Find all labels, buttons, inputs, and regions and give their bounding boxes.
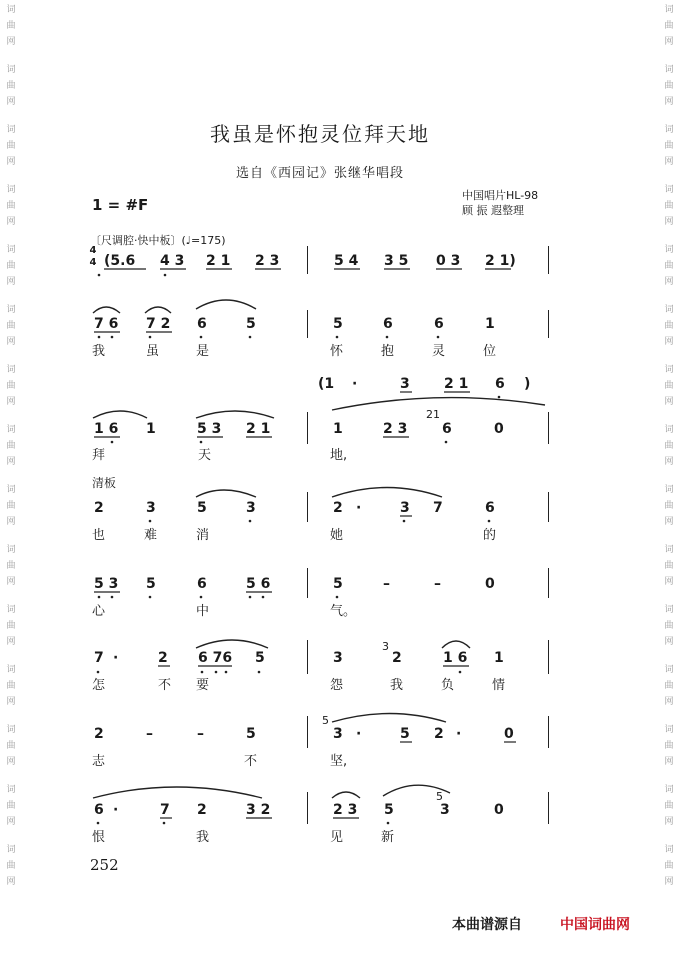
octave-dot: [225, 671, 228, 674]
octave-dot: [200, 596, 203, 599]
watermark-text: 词 曲 网: [6, 305, 16, 347]
watermark-text: 词 曲 网: [664, 65, 674, 107]
note: ·: [352, 376, 358, 392]
octave-dot: [215, 671, 218, 674]
note: 5 3: [94, 576, 119, 592]
note: 2 1: [246, 421, 271, 437]
octave-dot: [498, 396, 501, 399]
octave-dot: [201, 671, 204, 674]
octave-dot: [111, 336, 114, 339]
lyric: 怎: [92, 678, 106, 693]
watermark-text: 词 曲 网: [6, 125, 16, 167]
slur: [93, 307, 120, 313]
lyric: 坚,: [330, 754, 348, 769]
lyric: 是: [196, 344, 210, 359]
note: 7 6: [94, 316, 119, 332]
grace-note: 21: [426, 408, 440, 421]
note: 1 6: [94, 421, 119, 437]
note: 3: [333, 726, 343, 742]
note: 6: [434, 316, 444, 332]
note: 5: [146, 576, 156, 592]
note: ·: [356, 726, 362, 742]
footer-site-link[interactable]: 中国词曲网: [560, 917, 630, 933]
note: 5: [246, 726, 256, 742]
octave-dot: [149, 520, 152, 523]
watermark-text: 词 曲 网: [664, 125, 674, 167]
note: –: [383, 576, 390, 592]
lyric: 我: [390, 678, 404, 693]
note: 6: [485, 500, 495, 516]
lyric: 的: [483, 528, 497, 543]
note: 5: [400, 726, 410, 742]
record-number: 中国唱片HL-98: [462, 189, 539, 202]
barline: [548, 640, 549, 674]
octave-dot: [164, 274, 167, 277]
watermark-text: 词 曲 网: [664, 245, 674, 287]
octave-dot: [336, 596, 339, 599]
note: (1: [318, 376, 335, 392]
note: ): [524, 376, 531, 392]
note: ·: [113, 802, 119, 818]
lyric: 心: [92, 604, 106, 619]
lyric: 新: [381, 830, 395, 845]
lyric: 不: [244, 754, 258, 769]
note: 5 3: [197, 421, 222, 437]
grace-note: 5: [436, 790, 443, 803]
lyric: 虽: [146, 344, 160, 359]
lyric: 也: [92, 528, 106, 543]
note: –: [197, 726, 204, 742]
watermark-text: 词 曲 网: [6, 785, 16, 827]
lyric: 天: [198, 448, 212, 463]
note: 2 1: [444, 376, 469, 392]
note: 2: [434, 726, 444, 742]
octave-dot: [163, 822, 166, 825]
note: 4 3: [160, 253, 185, 269]
watermark-text: 词 曲 网: [6, 365, 16, 407]
slur: [196, 640, 268, 648]
lyric: 恨: [92, 830, 106, 845]
note: 5 6: [246, 576, 271, 592]
lyric: 情: [492, 678, 506, 693]
barline: [307, 640, 308, 674]
note: 1 6: [443, 650, 468, 666]
watermark-text: 词 曲 网: [6, 605, 16, 647]
octave-dot: [258, 671, 261, 674]
octave-dot: [386, 336, 389, 339]
barline: [548, 246, 549, 274]
barline: [548, 412, 549, 444]
lyric: 难: [144, 528, 158, 543]
watermark-text: 词 曲 网: [664, 485, 674, 527]
octave-dot: [249, 596, 252, 599]
arranger: 顾 振 遐整理: [462, 204, 524, 217]
note: 3 2: [246, 802, 271, 818]
note: 3: [400, 500, 410, 516]
watermark-text: 词 曲 网: [6, 65, 16, 107]
note: 2: [333, 500, 343, 516]
page-number: 252: [90, 856, 119, 874]
note: 5: [197, 500, 207, 516]
note: 2 1: [206, 253, 231, 269]
note: 2 3: [333, 802, 358, 818]
lyric: 我: [196, 830, 210, 845]
watermark-text: 词 曲 网: [6, 5, 16, 47]
note: 6: [383, 316, 393, 332]
note: 2: [94, 726, 104, 742]
note: 3 5: [384, 253, 409, 269]
lyric: 中: [196, 604, 210, 619]
watermark-text: 词 曲 网: [664, 665, 674, 707]
section-label: 清板: [92, 476, 117, 490]
note: ·: [113, 650, 119, 666]
lyric: 不: [158, 678, 172, 693]
barline: [307, 792, 308, 824]
slur: [442, 641, 470, 648]
octave-dot: [111, 441, 114, 444]
note: –: [146, 726, 153, 742]
slur: [196, 490, 256, 497]
octave-dot: [200, 441, 203, 444]
barline: [307, 246, 308, 274]
key-signature: 1 = #F: [92, 196, 149, 214]
lyric: 地,: [330, 448, 348, 463]
note: 6: [94, 802, 104, 818]
watermark-text: 词 曲 网: [664, 605, 674, 647]
note: 2: [158, 650, 168, 666]
lyric: 抱: [381, 344, 395, 359]
octave-dot: [403, 520, 406, 523]
note: 2: [392, 650, 402, 666]
octave-dot: [98, 274, 101, 277]
octave-dot: [149, 596, 152, 599]
note: 6: [197, 576, 207, 592]
note: 1: [485, 316, 495, 332]
note: 2 3: [383, 421, 408, 437]
watermark-text: 词 曲 网: [6, 725, 16, 767]
note: 6: [495, 376, 505, 392]
lyric: 我: [92, 344, 106, 359]
barline: [307, 568, 308, 598]
barline: [307, 310, 308, 338]
octave-dot: [98, 596, 101, 599]
octave-dot: [262, 596, 265, 599]
watermark-right: [662, 0, 676, 960]
octave-dot: [445, 441, 448, 444]
watermark-text: 词 曲 网: [664, 185, 674, 227]
watermark-text: 词 曲 网: [664, 545, 674, 587]
note: 2 3: [255, 253, 280, 269]
watermark-text: 词 曲 网: [664, 305, 674, 347]
octave-dot: [488, 520, 491, 523]
note: 5: [384, 802, 394, 818]
source-info: [462, 188, 538, 218]
octave-dot: [459, 671, 462, 674]
octave-dot: [98, 336, 101, 339]
note: 3: [246, 500, 256, 516]
slur: [93, 787, 262, 798]
grace-note: 5: [322, 714, 329, 727]
lyric: 拜: [92, 448, 106, 463]
note: 0: [504, 726, 514, 742]
barline: [307, 716, 308, 748]
note: 3: [146, 500, 156, 516]
note: 7 2: [146, 316, 171, 332]
octave-dot: [97, 822, 100, 825]
slur: [332, 488, 442, 498]
note: –: [434, 576, 441, 592]
note: 5 4: [334, 253, 359, 269]
barline: [548, 792, 549, 824]
note: 2 1): [485, 253, 516, 269]
barline: [548, 716, 549, 748]
octave-dot: [97, 671, 100, 674]
barline: [548, 568, 549, 598]
lyric: 她: [330, 528, 344, 543]
page-title: 我虽是怀抱灵位拜天地: [210, 122, 430, 146]
watermark-text: 词 曲 网: [6, 425, 16, 467]
octave-dot: [249, 336, 252, 339]
watermark-text: 词 曲 网: [664, 5, 674, 47]
watermark-text: 词 曲 网: [664, 785, 674, 827]
octave-dot: [149, 336, 152, 339]
note: 6: [197, 316, 207, 332]
lyric: 位: [483, 344, 497, 359]
note: 0: [494, 421, 504, 437]
note: 7: [94, 650, 104, 666]
note: 7: [160, 802, 170, 818]
ts-top: 4: [89, 245, 97, 256]
octave-dot: [387, 822, 390, 825]
lyric: 要: [196, 678, 210, 693]
note: 5: [246, 316, 256, 332]
note: 6 76: [198, 650, 233, 666]
watermark-text: 词 曲 网: [664, 845, 674, 887]
note: 2: [197, 802, 207, 818]
note: 5: [333, 576, 343, 592]
watermark-text: 词 曲 网: [664, 365, 674, 407]
note: 2: [94, 500, 104, 516]
slur: [196, 411, 274, 418]
note: 1: [333, 421, 343, 437]
octave-dot: [111, 596, 114, 599]
note: (5.6: [104, 253, 136, 269]
slur: [332, 792, 360, 798]
note: 1: [146, 421, 156, 437]
note: 7: [433, 500, 443, 516]
note: 3: [333, 650, 343, 666]
note: 3: [440, 802, 450, 818]
note: 6: [442, 421, 452, 437]
lyric: 气。: [330, 604, 357, 619]
lyric: 怨: [330, 678, 344, 693]
barline: [307, 492, 308, 522]
tempo-marking: 〔尺调腔·快中板〕(♩=175): [90, 234, 226, 247]
slur: [145, 307, 171, 313]
octave-dot: [336, 336, 339, 339]
octave-dot: [437, 336, 440, 339]
watermark-text: 词 曲 网: [6, 545, 16, 587]
note: ·: [456, 726, 462, 742]
note: 3: [400, 376, 410, 392]
barline: [307, 412, 308, 444]
note: 5: [333, 316, 343, 332]
watermark-text: 词 曲 网: [6, 185, 16, 227]
lyric: 见: [330, 830, 344, 845]
ts-bottom: 4: [89, 257, 97, 268]
time-signature: [88, 246, 98, 268]
note: 0: [485, 576, 495, 592]
lyric: 志: [92, 754, 106, 769]
slur: [93, 411, 147, 418]
grace-note: 3: [382, 640, 389, 653]
barline: [548, 492, 549, 522]
page-subtitle: 选自《西园记》张继华唱段: [235, 166, 404, 181]
slur: [196, 300, 256, 309]
footer-source-label: 本曲谱源自: [452, 917, 522, 933]
lyric: 负: [441, 678, 455, 693]
lyric: 消: [196, 528, 210, 543]
note: 5: [255, 650, 265, 666]
lyric: 灵: [432, 344, 446, 359]
note: 0: [494, 802, 504, 818]
note: 0 3: [436, 253, 461, 269]
watermark-text: 词 曲 网: [6, 245, 16, 287]
watermark-text: 词 曲 网: [664, 725, 674, 767]
barline: [548, 310, 549, 338]
octave-dot: [249, 520, 252, 523]
slur: [332, 714, 446, 723]
watermark-text: 词 曲 网: [6, 665, 16, 707]
lyric: 怀: [330, 344, 344, 359]
octave-dot: [200, 336, 203, 339]
watermark-text: 词 曲 网: [6, 845, 16, 887]
watermark-text: 词 曲 网: [664, 425, 674, 467]
note: ·: [356, 500, 362, 516]
watermark-text: 词 曲 网: [6, 485, 16, 527]
note: 1: [494, 650, 504, 666]
